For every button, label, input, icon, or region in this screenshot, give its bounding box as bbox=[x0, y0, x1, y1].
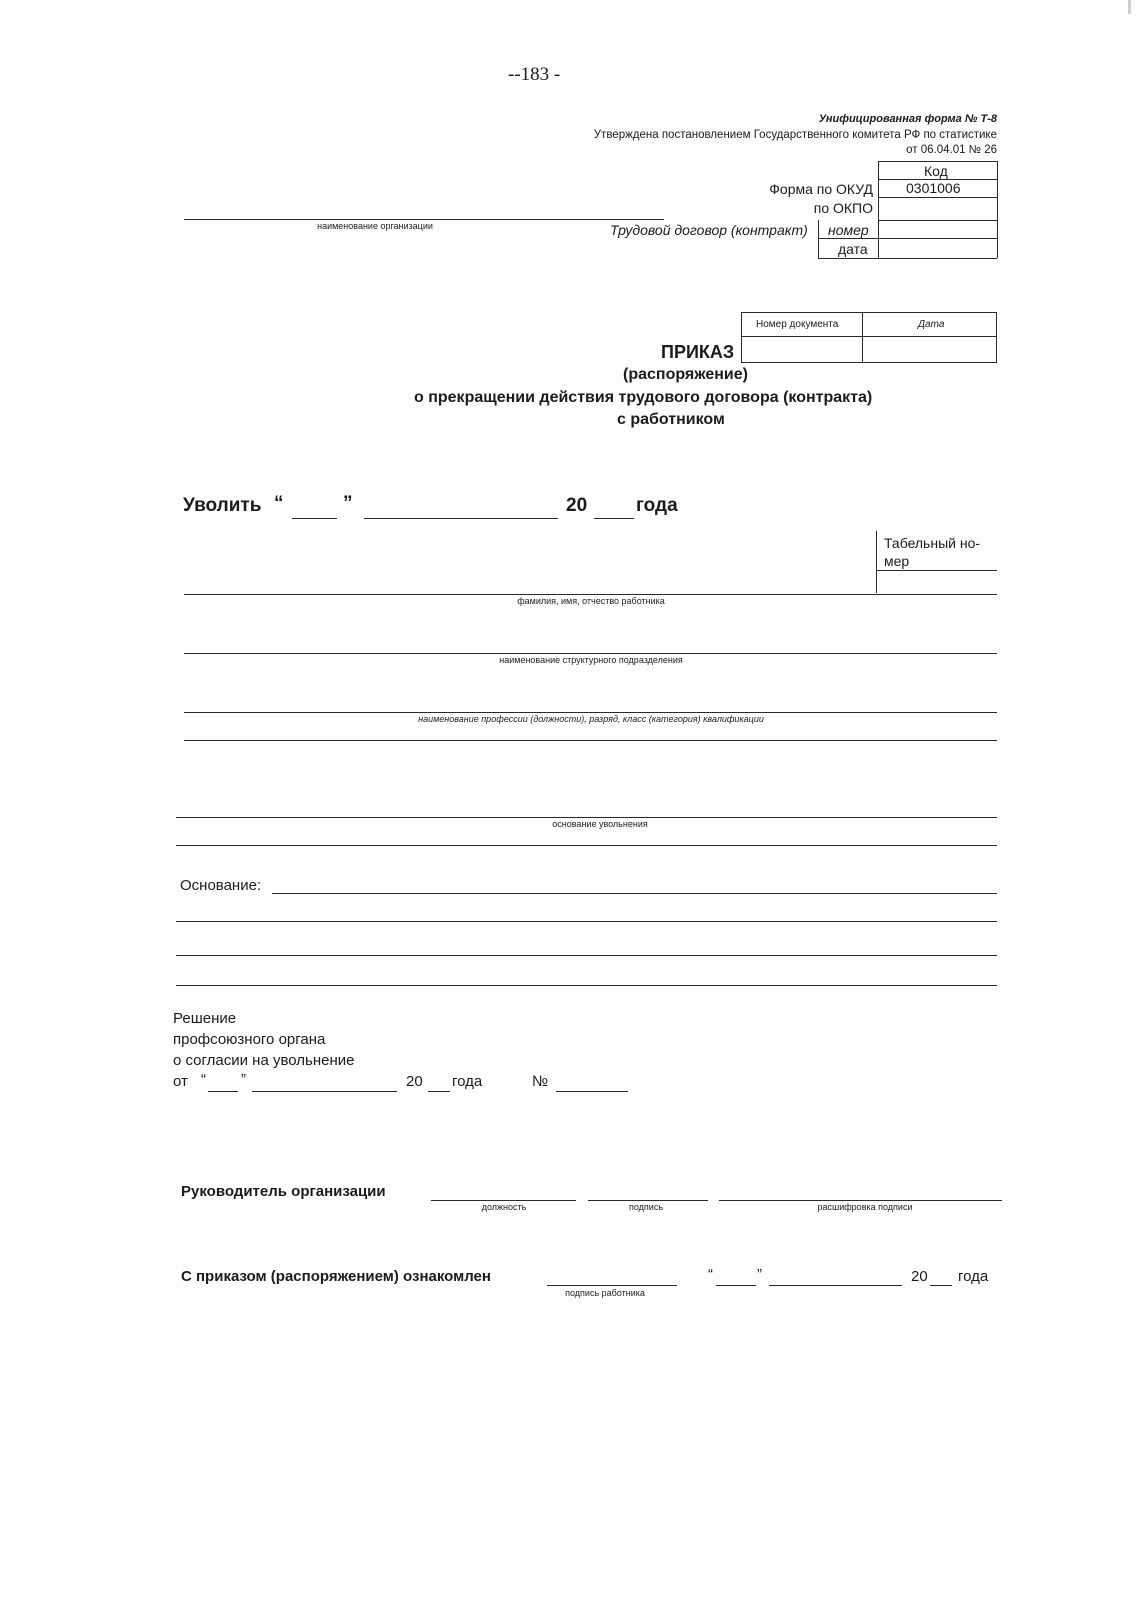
acquainted-signature-caption: подпись работника bbox=[565, 1288, 645, 1298]
doc-number-header: Номер документа bbox=[756, 319, 839, 330]
doc-date-field[interactable] bbox=[863, 337, 996, 362]
scan-edge-mark bbox=[1128, 0, 1131, 14]
basis-label: Основание: bbox=[180, 877, 262, 894]
dismiss-year-suffix: года bbox=[636, 495, 678, 516]
fio-caption: фамилия, имя, отчество работника bbox=[517, 596, 665, 606]
acquainted-open-quote: “ bbox=[708, 1266, 713, 1283]
okud-label: Форма по ОКУД bbox=[769, 181, 873, 197]
union-line1: Решение bbox=[173, 1010, 237, 1027]
page-number: --183 - bbox=[508, 64, 561, 85]
acquainted-signature-field[interactable] bbox=[547, 1285, 677, 1286]
order-subject-line1: о прекращении действия трудового договора (контракта) bbox=[414, 389, 873, 406]
head-position-field[interactable] bbox=[431, 1200, 576, 1201]
contract-date-label: дата bbox=[838, 241, 868, 257]
dismiss-label: Уволить bbox=[183, 495, 262, 516]
head-decoding-caption: расшифровка подписи bbox=[817, 1202, 913, 1212]
union-number-sign: № bbox=[532, 1073, 549, 1090]
dismiss-day-field[interactable] bbox=[292, 518, 337, 519]
contract-date-field[interactable] bbox=[879, 239, 996, 257]
unit-caption: наименование структурного подразделения bbox=[499, 655, 683, 665]
acquainted-year-suffix: года bbox=[958, 1268, 989, 1285]
approval-date: от 06.04.01 № 26 bbox=[906, 144, 997, 156]
basis-field-4[interactable] bbox=[176, 985, 997, 986]
union-year-suffix: года bbox=[452, 1073, 483, 1090]
approved-by: Утверждена постановлением Государственного комитета РФ по статистике bbox=[593, 129, 997, 141]
acquainted-close-quote: ” bbox=[757, 1266, 762, 1283]
doc-date-header: Дата bbox=[918, 319, 945, 330]
okud-value[interactable]: 0301006 bbox=[906, 180, 961, 196]
contract-number-field[interactable] bbox=[879, 221, 996, 237]
basis-field-2[interactable] bbox=[176, 921, 997, 922]
union-line2: профсоюзного органа bbox=[173, 1031, 326, 1048]
reason-field[interactable] bbox=[176, 817, 997, 818]
head-signature-caption: подпись bbox=[628, 1202, 664, 1212]
okpo-value-field[interactable] bbox=[879, 198, 996, 219]
acquainted-label: С приказом (распоряжением) ознакомлен bbox=[181, 1268, 491, 1285]
okpo-label: по ОКПО bbox=[813, 200, 873, 216]
basis-field-1[interactable] bbox=[272, 893, 997, 894]
tab-number-label-2: мер bbox=[884, 553, 910, 569]
order-subject-line2: с работником bbox=[617, 411, 725, 428]
org-name-line[interactable] bbox=[184, 219, 664, 220]
unit-field[interactable] bbox=[184, 653, 997, 654]
dismiss-month-field[interactable] bbox=[364, 518, 558, 519]
profession-caption: наименование профессии (должности), разряд, класс (категория) квалификации bbox=[418, 714, 764, 724]
reason-caption: основание увольнения bbox=[552, 819, 648, 829]
profession-field-2[interactable] bbox=[184, 740, 997, 741]
dismiss-open-quote: “ bbox=[274, 493, 284, 514]
org-name-caption: наименование организации bbox=[317, 221, 433, 231]
acquainted-month-field[interactable] bbox=[769, 1285, 902, 1286]
contract-number-label: номер bbox=[828, 222, 869, 238]
profession-field[interactable] bbox=[184, 712, 997, 713]
tab-number-label-1: Табельный но- bbox=[884, 535, 981, 551]
acquainted-day-field[interactable] bbox=[716, 1285, 756, 1286]
tab-number-field[interactable] bbox=[878, 572, 996, 593]
form-title: Унифицированная форма № Т-8 bbox=[818, 113, 997, 125]
acquainted-year-prefix: 20 bbox=[911, 1268, 928, 1285]
union-close-quote: ” bbox=[241, 1071, 246, 1088]
union-month-field[interactable] bbox=[252, 1091, 397, 1092]
acquainted-year-field[interactable] bbox=[930, 1285, 952, 1286]
contract-label: Трудовой договор (контракт) bbox=[610, 222, 808, 238]
basis-field-3[interactable] bbox=[176, 955, 997, 956]
code-header: Код bbox=[924, 163, 948, 179]
union-year-field[interactable] bbox=[428, 1091, 450, 1092]
union-day-field[interactable] bbox=[208, 1091, 238, 1092]
head-position-caption: должность bbox=[481, 1202, 527, 1212]
dismiss-close-quote: ” bbox=[343, 493, 353, 514]
doc-number-field[interactable] bbox=[742, 337, 861, 362]
head-label: Руководитель организации bbox=[181, 1183, 386, 1200]
dismiss-year-field[interactable] bbox=[594, 518, 634, 519]
fio-field[interactable] bbox=[184, 594, 997, 595]
reason-field-2[interactable] bbox=[176, 845, 997, 846]
union-number-field[interactable] bbox=[556, 1091, 628, 1092]
head-decoding-field[interactable] bbox=[719, 1200, 1002, 1201]
union-from: от bbox=[173, 1073, 188, 1090]
order-title: ПРИКАЗ bbox=[661, 342, 735, 362]
dismiss-year-prefix: 20 bbox=[566, 495, 588, 516]
union-year-prefix: 20 bbox=[406, 1073, 423, 1090]
head-signature-field[interactable] bbox=[588, 1200, 708, 1201]
union-open-quote: “ bbox=[201, 1071, 206, 1088]
union-line3: о согласии на увольнение bbox=[173, 1052, 355, 1069]
order-subtitle: (распоряжение) bbox=[623, 366, 748, 383]
